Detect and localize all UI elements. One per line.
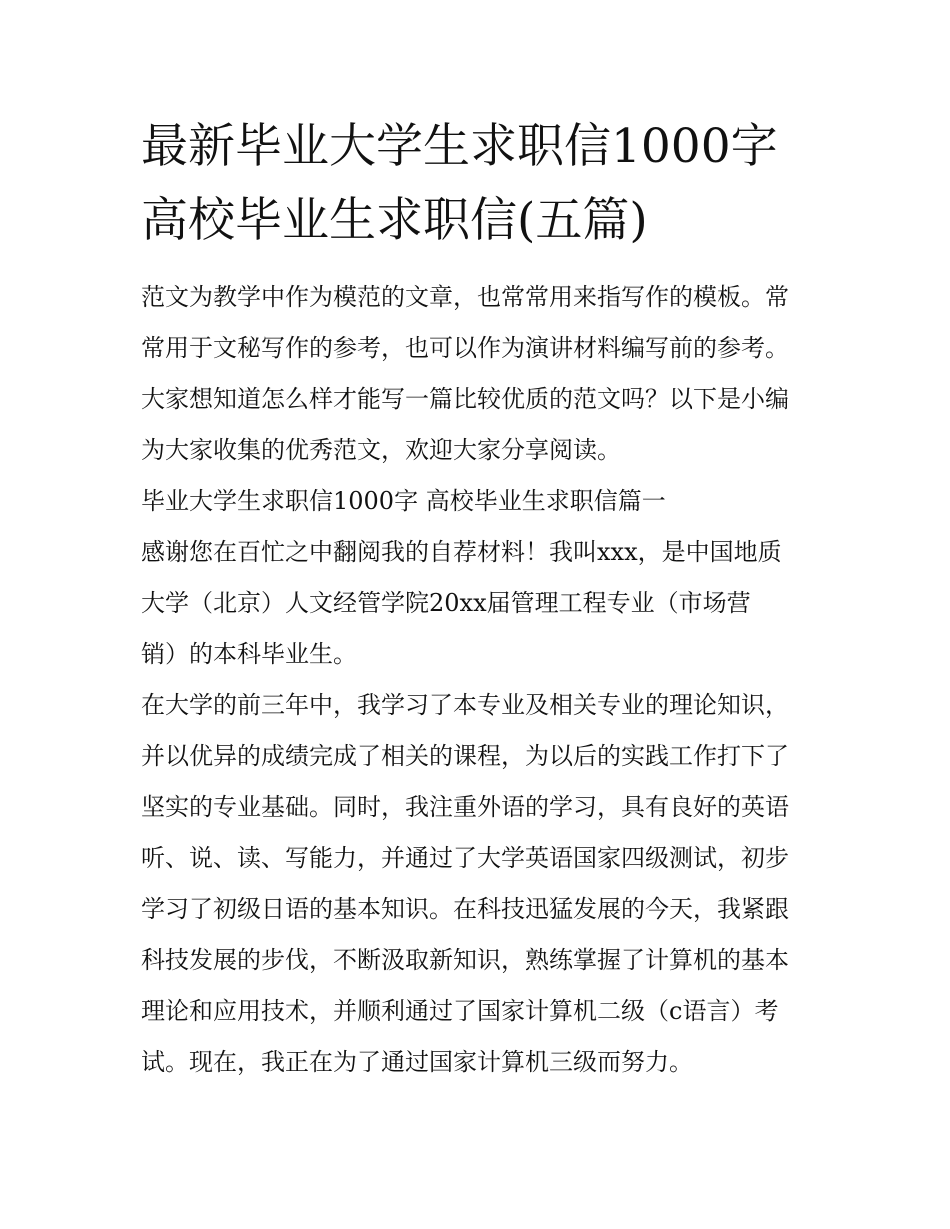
text-line: 范文为教学中作为模范的文章，也常常用来指写作的模板。常: [141, 283, 789, 311]
text-line: 大家想知道怎么样才能写一篇比较优质的范文吗？以下是小编: [141, 385, 789, 413]
text-line: 并以优异的成绩完成了相关的课程，为以后的实践工作打下了: [141, 742, 789, 770]
intro-paragraph: [141, 272, 813, 476]
study-paragraph: [141, 680, 813, 1088]
text-line: 常用于文秘写作的参考，也可以作为演讲材料编写前的参考。: [141, 334, 789, 362]
document-title: [141, 110, 813, 258]
title-line-1: 最新毕业大学生求职信1000字: [141, 119, 778, 174]
text-line: 学习了初级日语的基本知识。在科技迅猛发展的今天，我紧跟: [141, 895, 789, 923]
text-line: 试。现在，我正在为了通过国家计算机三级而努力。: [141, 1048, 693, 1076]
text-line: 科技发展的步伐，不断汲取新知识，熟练掌握了计算机的基本: [141, 946, 789, 974]
text-line: 感谢您在百忙之中翻阅我的自荐材料！我叫xxx，是中国地质: [141, 538, 782, 566]
text-line: 在大学的前三年中，我学习了本专业及相关专业的理论知识，: [141, 691, 789, 719]
text-line: 毕业大学生求职信1000字 高校毕业生求职信篇一: [141, 487, 666, 515]
self-introduction-paragraph: [141, 527, 813, 680]
text-line: 大学（北京）人文经管学院20xx届管理工程专业（市场营: [141, 589, 751, 617]
text-line: 理论和应用技术，并顺利通过了国家计算机二级（c语言）考: [141, 997, 779, 1025]
section-heading: [141, 476, 813, 527]
text-line: 坚实的专业基础。同时，我注重外语的学习，具有良好的英语: [141, 793, 789, 821]
text-line: 听、说、读、写能力，并通过了大学英语国家四级测试，初步: [141, 844, 789, 872]
title-line-2: 高校毕业生求职信(五篇): [141, 193, 648, 248]
document-body: [141, 272, 813, 1088]
document-content: [141, 110, 813, 1088]
text-line: 为大家收集的优秀范文，欢迎大家分享阅读。: [141, 436, 621, 464]
text-line: 销）的本科毕业生。: [141, 640, 357, 668]
